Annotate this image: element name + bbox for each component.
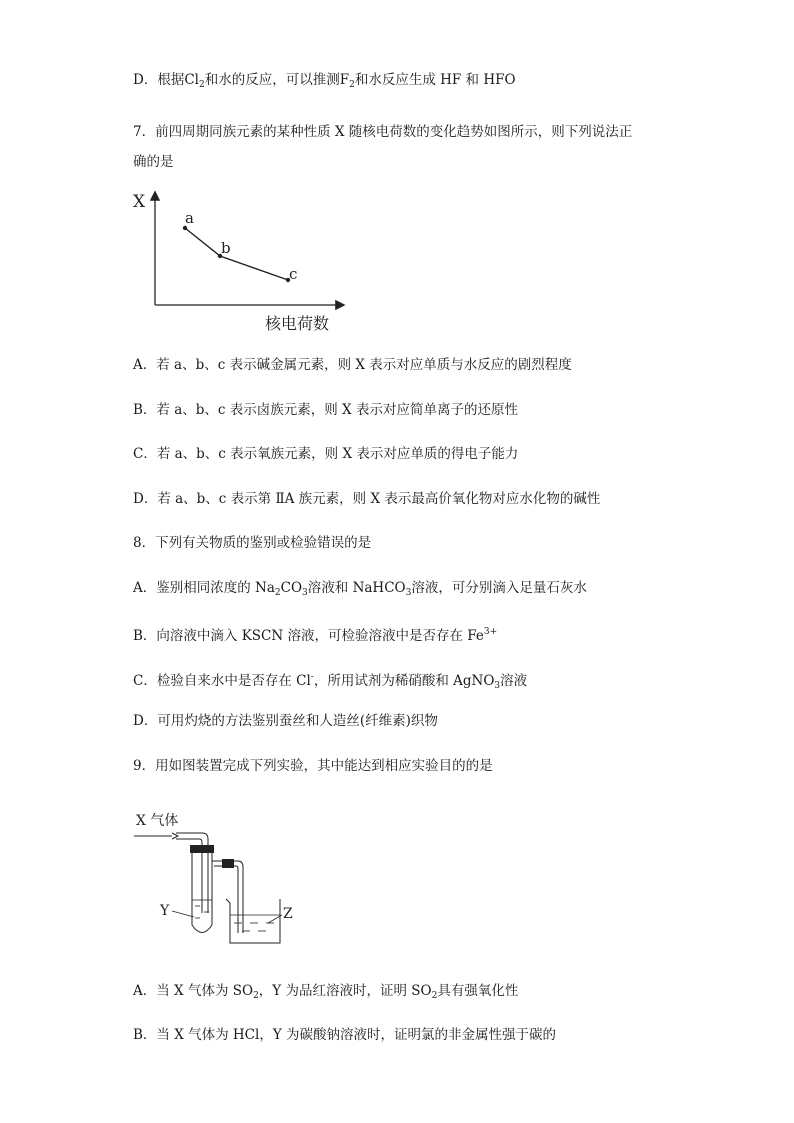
gas-label: X 气体 <box>136 813 179 829</box>
q7-stem-line1: 7．前四周期同族元素的某种性质 X 随核电荷数的变化趋势如图所示，则下列说法正 <box>133 124 633 140</box>
q9-stem: 9．用如图装置完成下列实验，其中能达到相应实验目的的是 <box>133 758 493 774</box>
trend-line <box>185 228 288 280</box>
q7-option-a: A．若 a、b、c 表示碱金属元素，则 X 表示对应单质与水反应的剧烈程度 <box>133 357 572 373</box>
point-c-label: c <box>289 265 298 283</box>
q8-option-c: C．检验自来水中是否存在 Cl-，所用试剂为稀硝酸和 AgNO$_3$溶液 <box>133 672 528 691</box>
q8-option-b: B．向溶液中滴入 KSCN 溶液，可检验溶液中是否存在 $Fe^{3+}$ <box>133 627 498 644</box>
q7-option-b: B．若 a、b、c 表示卤族元素，则 X 表示对应简单离子的还原性 <box>133 402 518 418</box>
q8-stem: 8．下列有关物质的鉴别或检验错误的是 <box>133 535 372 551</box>
point-a-label: a <box>185 209 194 227</box>
q9-apparatus <box>130 805 305 955</box>
q8-option-a: A．鉴别相同浓度的 $Na_2CO_3$溶液和 NaHCO$_3$溶液，可分别滴入足量石灰水 <box>133 580 587 598</box>
q9-option-b: B．当 X 气体为 HCl，Y 为碳酸钠溶液时，证明氯的非金属性强于碳的 <box>133 1027 557 1043</box>
q6-option-d: D．根据$Cl_2$和水的反应，可以推测$F_2$和水反应生成 HF 和 HFO <box>133 72 516 90</box>
q7-option-d: D．若 a、b、c 表示第 ⅡA 族元素，则 X 表示最高价氧化物对应水化物的碱性 <box>133 491 601 507</box>
label-z: Z <box>283 906 293 922</box>
q7-graph <box>125 185 355 340</box>
label-y: Y <box>160 903 170 919</box>
gas-arrow-head <box>172 833 178 839</box>
point-b-label: b <box>221 239 231 257</box>
q9-option-a: A．当 X 气体为 $SO_2$，Y 为品红溶液时，证明 $SO_2$具有强氧化性 <box>133 983 519 1001</box>
x-axis-label: 核电荷数 <box>265 314 330 333</box>
q8-option-d: D．可用灼烧的方法鉴别蚕丝和人造丝(纤维素)织物 <box>133 713 438 729</box>
q7-stem-line2: 确的是 <box>133 154 174 170</box>
q7-option-c: C．若 a、b、c 表示氧族元素，则 X 表示对应单质的得电子能力 <box>133 446 519 462</box>
y-axis-label: X <box>133 192 146 212</box>
stopper <box>190 845 214 853</box>
rubber-joint <box>222 859 234 868</box>
